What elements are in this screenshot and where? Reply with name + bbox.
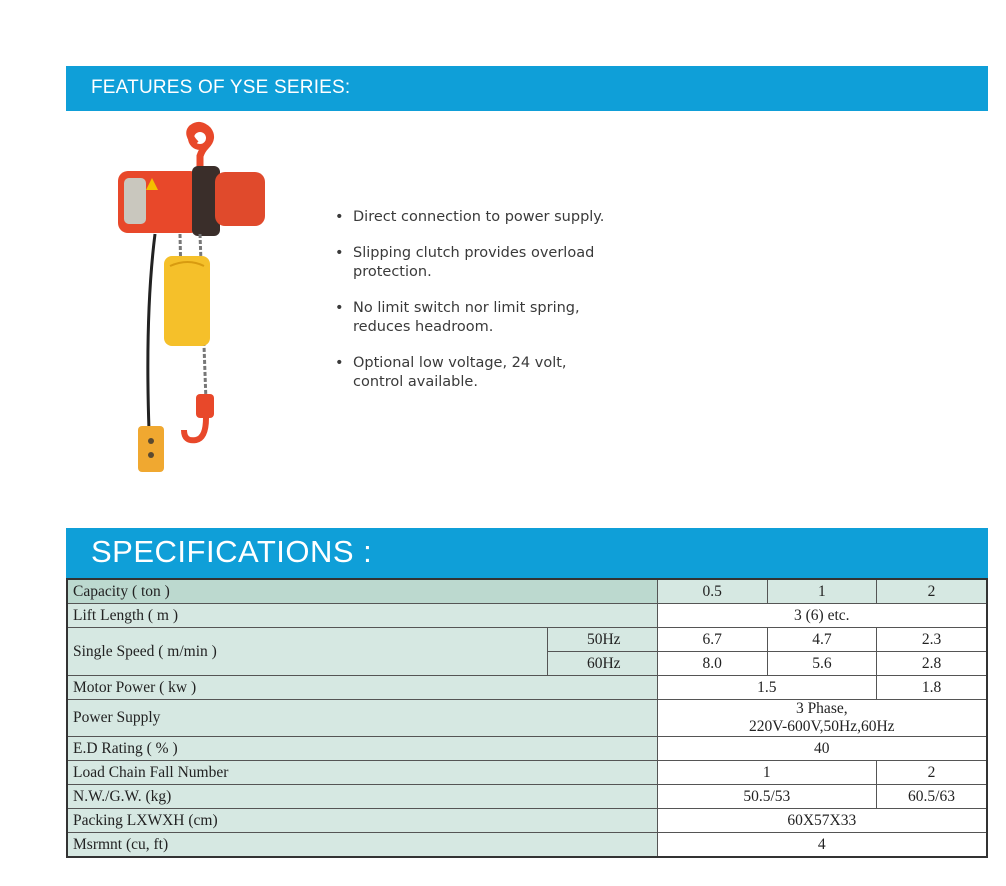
msrmnt-label: Msrmnt (cu, ft) [67,833,657,858]
hz50-label: 50Hz [547,628,657,652]
table-row [67,761,987,785]
bullet-icon: • [335,355,344,371]
ed-rating-label: E.D Rating ( % ) [67,737,657,761]
table-row [67,785,987,809]
table-row [67,676,987,700]
feature-text: No limit switch nor limit spring, reduces headroom. [353,300,580,335]
motor-power-value: 1.5 [657,676,876,700]
motor-power-label: Motor Power ( kw ) [67,676,657,700]
motor-power-value: 1.8 [877,676,987,700]
weight-label: N.W./G.W. (kg) [67,785,657,809]
specs-table [66,578,988,858]
power-supply-line: 220V-600V,50Hz,60Hz [749,718,895,735]
table-row [67,628,987,652]
table-row [67,604,987,628]
ed-rating-value: 40 [657,737,987,761]
msrmnt-value: 4 [657,833,987,858]
feature-text: Optional low voltage, 24 volt, control available. [353,355,567,390]
power-supply-label: Power Supply [67,700,657,737]
capacity-value: 0.5 [657,579,767,604]
list-item [335,354,613,392]
power-supply-line: 3 Phase, [795,700,848,717]
chain-fall-value: 1 [657,761,876,785]
hz60-label: 60Hz [547,652,657,676]
chain-fall-value: 2 [877,761,987,785]
power-supply-value [657,700,987,737]
table-row [67,700,987,737]
speed-value: 6.7 [657,628,767,652]
packing-label: Packing LXWXH (cm) [67,809,657,833]
bullet-icon: • [335,209,344,225]
feature-text: Slipping clutch provides overload protection. [353,245,595,280]
table-row [67,833,987,858]
speed-value: 8.0 [657,652,767,676]
features-banner [66,66,988,111]
lift-length-label: Lift Length ( m ) [67,604,657,628]
features-title: FEATURES OF YSE SERIES: [91,77,351,98]
speed-value: 2.3 [877,628,987,652]
single-speed-label: Single Speed ( m/min ) [67,628,547,676]
feature-text: Direct connection to power supply. [353,209,605,225]
capacity-value: 1 [767,579,876,604]
speed-value: 2.8 [877,652,987,676]
bullet-icon: • [335,245,344,261]
list-item [335,208,613,227]
features-list [335,208,613,409]
weight-value: 60.5/63 [877,785,987,809]
table-row [67,809,987,833]
speed-value: 5.6 [767,652,876,676]
specs-title: SPECIFICATIONS : [91,534,373,569]
packing-value: 60X57X33 [657,809,987,833]
hoist-illustration [100,116,290,478]
capacity-value: 2 [877,579,987,604]
speed-value: 4.7 [767,628,876,652]
capacity-label: Capacity ( ton ) [67,579,657,604]
specs-banner [66,528,988,578]
list-item [335,299,613,337]
table-row [67,737,987,761]
bullet-icon: • [335,300,344,316]
chain-fall-label: Load Chain Fall Number [67,761,657,785]
lift-length-value: 3 (6) etc. [657,604,987,628]
weight-value: 50.5/53 [657,785,876,809]
table-row [67,579,987,604]
list-item [335,244,613,282]
